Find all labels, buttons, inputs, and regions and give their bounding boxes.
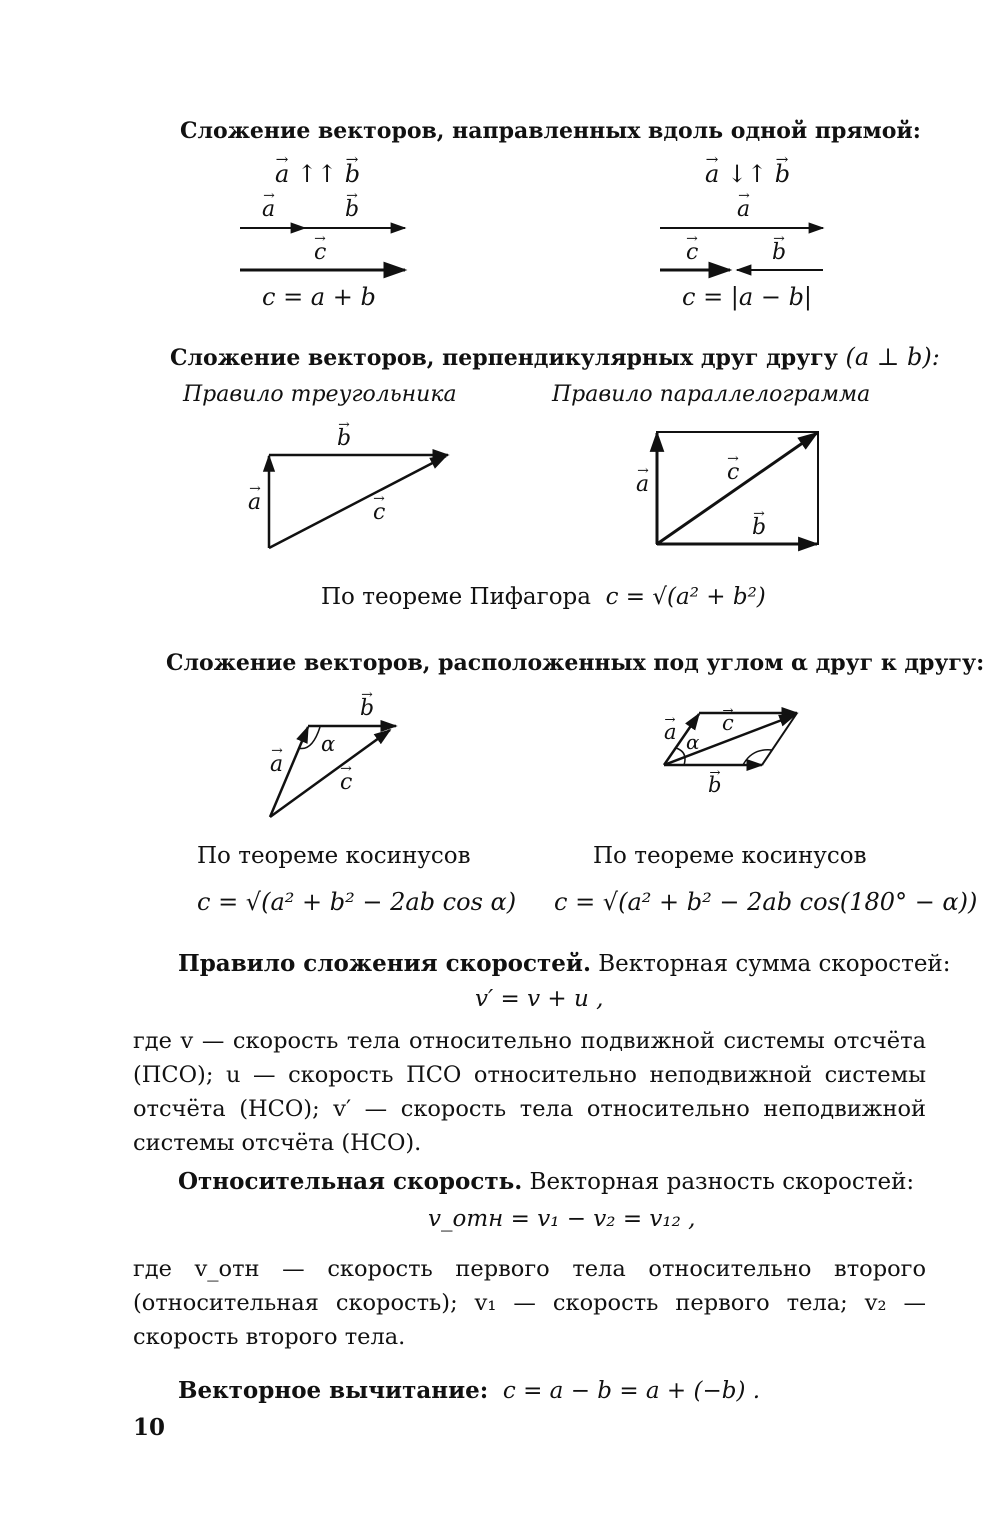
velocity-addition-formula: v′ = v + u , (475, 986, 604, 1012)
formula-opposite-direction: c = |a − b| (682, 283, 813, 311)
angle-triangle-label-b: → b (360, 696, 374, 721)
cosine-caption-left: По теореме косинусов (197, 843, 471, 869)
relative-velocity-heading: Относительная скорость. Векторная разность скоростей: (178, 1168, 915, 1195)
label-b-opposite: → b (772, 240, 786, 265)
triangle-label-c: → c (373, 500, 385, 525)
triangle-label-b: → b (337, 426, 351, 451)
pythagoras-line: По теореме Пифагора c = √(a² + b²) (321, 584, 766, 610)
triangle-label-a: → a (248, 490, 261, 515)
relative-velocity-formula: v_отн = v₁ − v₂ = v₁₂ , (428, 1206, 696, 1232)
label-c: → c (314, 240, 326, 265)
label-c-opposite: → c (686, 240, 698, 265)
cosine-formula-left: c = √(a² + b² − 2ab cos α) (197, 888, 517, 916)
velocity-addition-heading: Правило сложения скоростей. Векторная сумма скоростей: (178, 950, 951, 977)
parallelogram-label-c: → c (727, 460, 739, 485)
parallelogram-label-a: → a (636, 472, 649, 497)
angle-para-label-c: → c (722, 711, 734, 735)
angle-triangle-label-c: → c (340, 770, 352, 795)
rule-parallelogram-caption: Правило параллелограмма (552, 382, 871, 407)
same-direction-relation: → a ↑↑ → b (275, 160, 360, 188)
vector-subtraction-line: Векторное вычитание: c = a − b = a + (−b) . (178, 1377, 761, 1404)
page-number: 10 (133, 1414, 166, 1441)
label-b: → b (345, 197, 359, 222)
label-a-opposite: → a (737, 197, 750, 222)
cosine-formula-right: c = √(a² + b² − 2ab cos(180° − α)) (554, 888, 978, 916)
section-perpendicular-title: Сложение векторов, перпендикулярных друг другу (a ⊥ b): (170, 343, 940, 371)
angle-para-label-a: → a (664, 720, 677, 744)
angle-para-label-alpha: α (686, 730, 700, 754)
section-angle-title: Сложение векторов, расположенных под углом α друг к другу: (166, 650, 985, 676)
angle-para-label-b: → b (708, 773, 721, 797)
section-collinear-title: Сложение векторов, направленных вдоль одной прямой: (180, 118, 921, 144)
angle-triangle-label-alpha: α (321, 732, 336, 756)
formula-same-direction: c = a + b (262, 283, 376, 311)
velocity-addition-explanation: где v — скорость тела относительно подвижной системы отсчёта (ПСО); u — скорость ПСО относительно неподвижной системы отсчёта (НСО); v′ — скорость тела относительно неподвижной системы отсчёта (НСО). (133, 1028, 926, 1156)
label-a: → a (262, 197, 275, 222)
parallelogram-label-b: → b (752, 515, 766, 540)
angle-triangle-label-a: → a (270, 752, 283, 777)
cosine-caption-right: По теореме косинусов (593, 843, 867, 869)
opposite-direction-relation: → a ↓↑ → b (705, 160, 790, 188)
rule-triangle-caption: Правило треугольника (183, 382, 457, 407)
relative-velocity-explanation: где v_отн — скорость первого тела относительно второго (относительная скорость); v₁ — скорость первого тела; v₂ — скорость второго тела. (133, 1256, 926, 1350)
